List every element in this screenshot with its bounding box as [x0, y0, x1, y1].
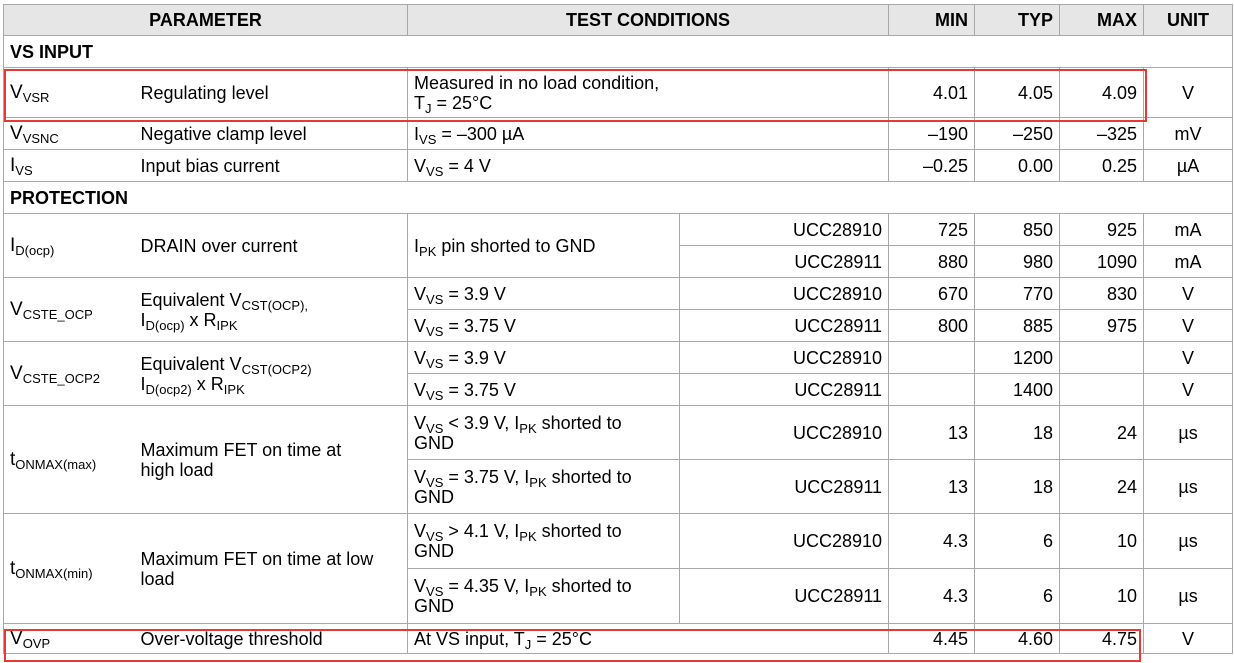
- typ-value: –250: [975, 118, 1060, 150]
- param-symbol: $I_{D(ocp)}$: [4, 214, 135, 278]
- min-value: 4.3: [889, 514, 975, 569]
- typ-value: 885: [975, 310, 1060, 342]
- min-value: 670: [889, 278, 975, 310]
- unit-value: V: [1144, 278, 1233, 310]
- unit-value: V: [1144, 68, 1233, 118]
- param-description: Input bias current: [135, 150, 408, 182]
- unit-value: mA: [1144, 246, 1233, 278]
- min-value: –0.25: [889, 150, 975, 182]
- min-value: [889, 342, 975, 374]
- device-name: UCC28911: [680, 374, 889, 406]
- max-value: 0.25: [1060, 150, 1144, 182]
- min-value: 725: [889, 214, 975, 246]
- test-condition: At VS input, $T_J = 25^\circ C$: [408, 624, 889, 654]
- typ-value: 770: [975, 278, 1060, 310]
- header-typ: TYP: [975, 5, 1060, 36]
- max-value: [1060, 374, 1144, 406]
- test-condition: $V_{VS} < 3.9$ V, $I_{PK}$ shorted to GND: [408, 406, 680, 460]
- unit-value: mV: [1144, 118, 1233, 150]
- max-value: 925: [1060, 214, 1144, 246]
- max-value: 4.09: [1060, 68, 1144, 118]
- param-description: Over-voltage threshold: [135, 624, 408, 654]
- max-value: 830: [1060, 278, 1144, 310]
- section-protection: PROTECTION: [4, 182, 1233, 214]
- device-name: UCC28910: [680, 406, 889, 460]
- param-symbol: $V_{CSTE\_OCP}$: [4, 278, 135, 342]
- param-description: Regulating level: [135, 68, 408, 118]
- typ-value: 1200: [975, 342, 1060, 374]
- min-value: 13: [889, 460, 975, 514]
- table-row: [4, 342, 1233, 374]
- min-value: –190: [889, 118, 975, 150]
- max-value: 4.75: [1060, 624, 1144, 654]
- typ-value: 6: [975, 569, 1060, 624]
- table-row: [4, 514, 1233, 569]
- typ-value: 1400: [975, 374, 1060, 406]
- param-symbol: $t_{ONMAX(min)}$: [4, 514, 135, 624]
- table-row: [4, 624, 1233, 654]
- max-value: –325: [1060, 118, 1144, 150]
- max-value: 10: [1060, 569, 1144, 624]
- header-test-conditions: TEST CONDITIONS: [408, 5, 889, 36]
- test-condition: $V_{VS} = 3.9$ V: [408, 278, 680, 310]
- unit-value: µs: [1144, 569, 1233, 624]
- max-value: 10: [1060, 514, 1144, 569]
- header-min: MIN: [889, 5, 975, 36]
- typ-value: 4.05: [975, 68, 1060, 118]
- table-row: [4, 278, 1233, 310]
- param-description: Negative clamp level: [135, 118, 408, 150]
- device-name: UCC28911: [680, 246, 889, 278]
- section-vs-input: VS INPUT: [4, 36, 1233, 68]
- table-row: [4, 406, 1233, 460]
- param-symbol: $V_{VSR}$: [4, 68, 135, 118]
- max-value: 24: [1060, 406, 1144, 460]
- test-condition: Measured in no load condition, $T_J = 25^\circ C$: [408, 68, 889, 118]
- device-name: UCC28911: [680, 460, 889, 514]
- param-description: Maximum FET on time at high load: [135, 406, 408, 514]
- unit-value: V: [1144, 342, 1233, 374]
- test-condition: $I_{PK}$ pin shorted to GND: [408, 214, 680, 278]
- test-condition: $V_{VS} = 3.75$ V: [408, 374, 680, 406]
- param-symbol: $I_{VS}$: [4, 150, 135, 182]
- unit-value: µs: [1144, 514, 1233, 569]
- typ-value: 6: [975, 514, 1060, 569]
- test-condition: $V_{VS} = 3.75$ V: [408, 310, 680, 342]
- unit-value: µs: [1144, 406, 1233, 460]
- max-value: 1090: [1060, 246, 1144, 278]
- device-name: UCC28910: [680, 514, 889, 569]
- typ-value: 850: [975, 214, 1060, 246]
- min-value: [889, 374, 975, 406]
- min-value: 800: [889, 310, 975, 342]
- unit-value: V: [1144, 374, 1233, 406]
- test-condition: $V_{VS} = 3.9$ V: [408, 342, 680, 374]
- min-value: 4.01: [889, 68, 975, 118]
- header-row: [4, 5, 1233, 36]
- table-row: [4, 214, 1233, 246]
- device-name: UCC28911: [680, 569, 889, 624]
- param-description: Equivalent $V_{CST(OCP2)}$ $I_{D(ocp2)}$ x $R_{IPK}$: [135, 342, 408, 406]
- typ-value: 18: [975, 460, 1060, 514]
- section-row: [4, 36, 1233, 68]
- header-max: MAX: [1060, 5, 1144, 36]
- unit-value: V: [1144, 624, 1233, 654]
- param-description: Equivalent $V_{CST(OCP),}$ $I_{D(ocp)}$ x $R_{IPK}$: [135, 278, 408, 342]
- spec-table: [3, 4, 1233, 654]
- param-symbol: $V_{VSNC}$: [4, 118, 135, 150]
- min-value: 13: [889, 406, 975, 460]
- header-unit: UNIT: [1144, 5, 1233, 36]
- device-name: UCC28911: [680, 310, 889, 342]
- min-value: 880: [889, 246, 975, 278]
- max-value: 975: [1060, 310, 1144, 342]
- section-row: [4, 182, 1233, 214]
- test-condition: $I_{VS} = -300$ µA: [408, 118, 889, 150]
- param-description: DRAIN over current: [135, 214, 408, 278]
- param-symbol: $V_{OVP}$: [4, 624, 135, 654]
- header-parameter: PARAMETER: [4, 5, 408, 36]
- param-description: Maximum FET on time at low load: [135, 514, 408, 624]
- test-condition: $V_{VS} > 4.1$ V, $I_{PK}$ shorted to GND: [408, 514, 680, 569]
- typ-value: 980: [975, 246, 1060, 278]
- device-name: UCC28910: [680, 214, 889, 246]
- table-row: [4, 68, 1233, 118]
- test-condition: $V_{VS} = 4.35$ V, $I_{PK}$ shorted to GND: [408, 569, 680, 624]
- unit-value: V: [1144, 310, 1233, 342]
- table-row: [4, 118, 1233, 150]
- unit-value: µA: [1144, 150, 1233, 182]
- device-name: UCC28910: [680, 278, 889, 310]
- max-value: [1060, 342, 1144, 374]
- param-symbol: $t_{ONMAX(max)}$: [4, 406, 135, 514]
- typ-value: 4.60: [975, 624, 1060, 654]
- test-condition: $V_{VS} = 3.75$ V, $I_{PK}$ shorted to GND: [408, 460, 680, 514]
- unit-value: µs: [1144, 460, 1233, 514]
- param-symbol: $V_{CSTE\_OCP2}$: [4, 342, 135, 406]
- typ-value: 18: [975, 406, 1060, 460]
- test-condition: $V_{VS} = 4$ V: [408, 150, 889, 182]
- device-name: UCC28910: [680, 342, 889, 374]
- min-value: 4.3: [889, 569, 975, 624]
- typ-value: 0.00: [975, 150, 1060, 182]
- min-value: 4.45: [889, 624, 975, 654]
- unit-value: mA: [1144, 214, 1233, 246]
- table-row: [4, 150, 1233, 182]
- max-value: 24: [1060, 460, 1144, 514]
